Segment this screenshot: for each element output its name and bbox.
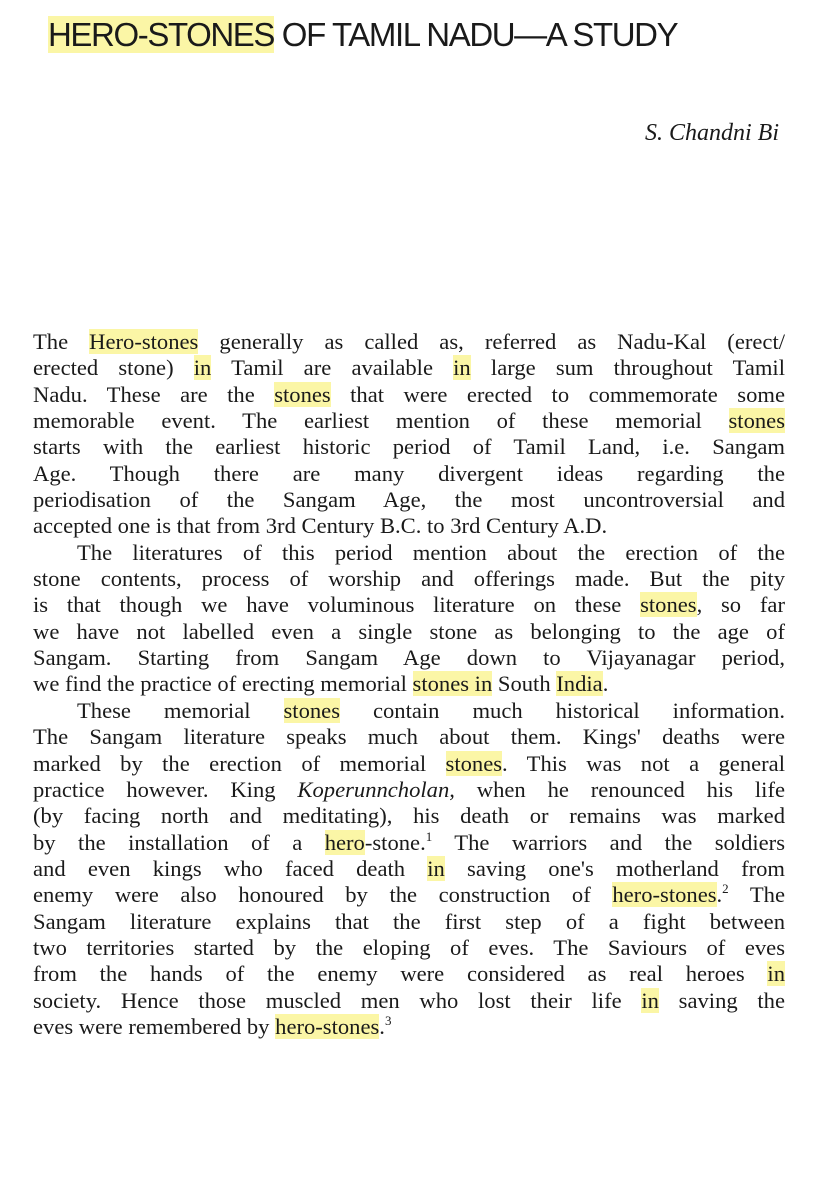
text-segment: that were erected to commemorate some (330, 381, 786, 407)
text-segment: and even kings who faced death (33, 855, 428, 881)
text-segment: , so far (696, 592, 785, 618)
text-line (33, 461, 785, 487)
text-segment: Age. Though there are many divergent ideas regarding the (33, 460, 785, 486)
text-line (33, 777, 785, 803)
highlighted-word: in (453, 355, 471, 381)
highlighted-word: stones (274, 381, 331, 407)
text-segment: South (492, 671, 557, 697)
highlighted-word: hero-stones (612, 882, 717, 908)
highlighted-word: hero (324, 829, 365, 855)
text-segment: generally as called as, referred as Nadu-Kal (erect/ (198, 329, 785, 354)
text-line (33, 487, 785, 513)
text-segment: large sum throughout Tamil (470, 355, 785, 381)
text-line (33, 751, 785, 777)
text-segment: The (728, 882, 785, 908)
text-segment: . (379, 1013, 385, 1039)
footnote-marker: 2 (722, 881, 729, 897)
highlighted-word: stones (640, 592, 697, 618)
highlighted-word: in (767, 961, 785, 987)
text-line (33, 513, 785, 539)
text-segment: Sangam literature explains that the first step of a fight between (33, 908, 785, 934)
text-line (33, 408, 785, 434)
author-name: S. Chandni Bi (644, 120, 779, 146)
text-segment: two territories started by the eloping of eves. The Saviours of eves (33, 934, 785, 960)
document-title (48, 16, 808, 54)
text-segment: Sangam. Starting from Sangam Age down to Vijayanagar period, (33, 645, 785, 671)
article-body (33, 329, 785, 1040)
text-segment: when he renounced his life (454, 776, 785, 802)
text-segment: we find the practice of erecting memorial (33, 671, 413, 697)
text-line (33, 434, 785, 460)
text-line (33, 882, 785, 908)
text-line (33, 355, 785, 381)
highlighted-word: in (641, 987, 659, 1013)
text-segment: practice however. King (33, 776, 298, 802)
text-segment: The Sangam literature speaks much about them. Kings' deaths were (33, 724, 785, 750)
italic-name: Koperunncholan, (297, 776, 455, 802)
text-line (33, 382, 785, 408)
footnote-marker: 3 (384, 1012, 392, 1028)
text-segment: society. Hence those muscled men who lost their life (33, 987, 642, 1013)
highlighted-word: hero-stones (275, 1013, 380, 1039)
text-segment: contain much historical information. (339, 697, 786, 723)
title-rest: OF TAMIL NADU—A STUDY (274, 16, 678, 53)
text-line (33, 724, 785, 750)
text-line (33, 961, 785, 987)
text-segment: The (33, 329, 90, 354)
text-line (33, 803, 785, 829)
text-line (33, 329, 785, 355)
highlighted-word: in (193, 355, 212, 381)
highlighted-word: stones (728, 408, 785, 434)
text-segment: saving one's motherland from (444, 855, 785, 881)
text-segment: The warriors and the soldiers (432, 829, 785, 855)
highlighted-word: stones in (412, 671, 493, 697)
text-line (33, 645, 785, 671)
text-segment: saving the (658, 987, 785, 1013)
text-segment: These memorial (77, 697, 284, 723)
text-segment: . (602, 671, 609, 697)
text-line (33, 856, 785, 882)
text-segment: (by facing north and meditating), his death or remains was marked (33, 803, 785, 829)
text-line (33, 566, 785, 592)
text-segment: we have not labelled even a single stone as belonging to the age of (33, 618, 785, 644)
text-segment: Nadu. These are the (33, 381, 275, 407)
text-segment: periodisation of the Sangam Age, the most uncontroversial and (33, 487, 785, 513)
text-segment: stone contents, process of worship and offerings made. But the pity (33, 566, 785, 592)
text-segment: The literatures of this period mention about the erection of the (77, 539, 785, 565)
text-line (33, 1014, 785, 1040)
text-line (33, 830, 785, 856)
text-line (33, 619, 785, 645)
text-segment: . This was not a general (502, 750, 785, 776)
text-segment: starts with the earliest historic period of Tamil Land, i.e. Sangam (33, 434, 785, 460)
text-segment: from the hands of the enemy were considered as real heroes (33, 961, 768, 987)
text-line (33, 592, 785, 618)
text-segment: enemy were also honoured by the construction of (33, 882, 613, 908)
text-line (33, 698, 785, 724)
text-segment: erected stone) (33, 355, 194, 381)
highlighted-word: in (427, 855, 445, 881)
highlighted-word: stones (283, 697, 340, 723)
text-segment: memorable event. The earliest mention of these memorial (33, 408, 729, 434)
highlighted-word: Hero-stones (89, 329, 199, 354)
text-segment: eves were remembered by (33, 1013, 276, 1039)
text-segment: by the installation of a (33, 829, 325, 855)
text-line (33, 671, 785, 697)
text-segment: marked by the erection of memorial (33, 750, 446, 776)
highlighted-word: stones (445, 750, 503, 776)
text-segment: accepted one is that from 3rd Century B.C. to 3rd Century A.D. (33, 513, 608, 539)
title-highlighted-word: HERO-STONES (48, 16, 275, 53)
text-segment: is that though we have voluminous literature on these (33, 592, 641, 618)
text-segment: Tamil are available (211, 355, 454, 381)
highlighted-word: India (556, 671, 603, 697)
text-segment: . (716, 882, 723, 908)
text-line (33, 909, 785, 935)
footnote-marker: 1 (425, 828, 433, 844)
text-line (33, 988, 785, 1014)
text-line (33, 540, 785, 566)
text-line (33, 935, 785, 961)
text-segment: -stone. (364, 829, 426, 855)
